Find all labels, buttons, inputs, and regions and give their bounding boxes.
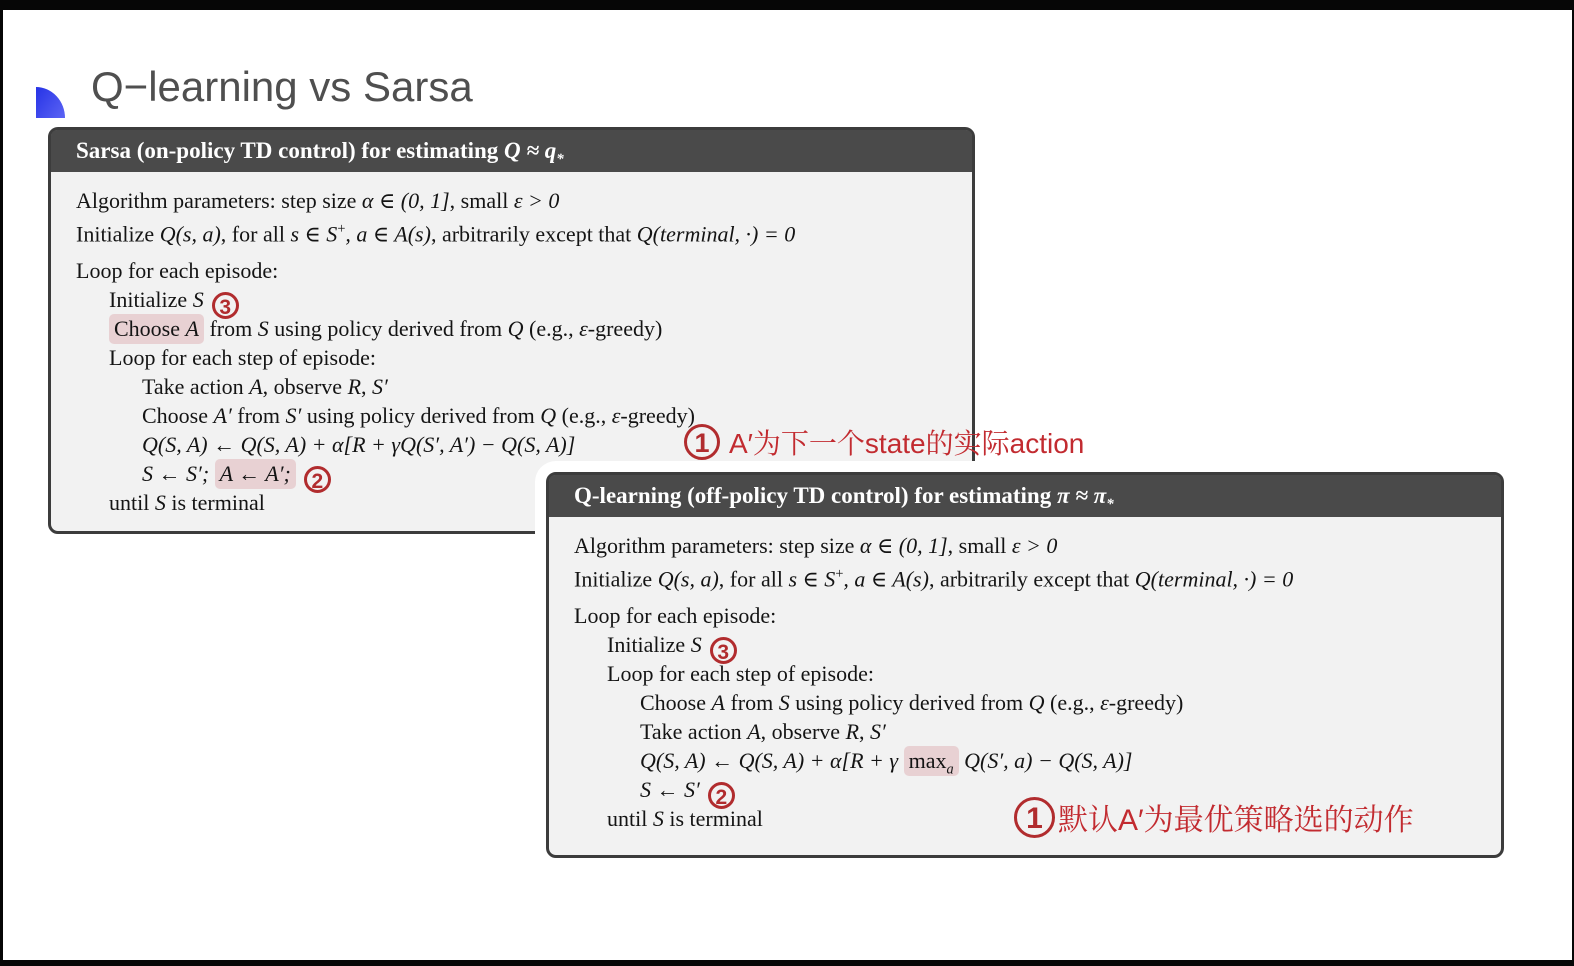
algo-line — [574, 630, 1493, 664]
text-segment: , — [859, 719, 871, 744]
algo-line — [76, 314, 964, 343]
text-segment: using policy derived from — [789, 690, 1029, 715]
text-segment: , arbitrarily except that — [928, 566, 1135, 592]
text-segment: is terminal — [165, 490, 265, 515]
text-segment: A — [711, 690, 725, 715]
text-segment: , a ∈ A(s) — [843, 566, 929, 592]
algo-line — [76, 215, 964, 247]
text-segment: , small — [947, 533, 1012, 558]
text-segment: A — [249, 374, 263, 399]
annotation-qlearning-greedy-action — [1014, 795, 1414, 839]
algo-line — [574, 531, 1493, 560]
text-segment: S — [192, 287, 204, 312]
text-segment: Choose — [142, 403, 214, 428]
text-segment: Q(s, a) — [657, 566, 719, 592]
text-segment: (e.g., — [556, 403, 612, 428]
text-segment: Q — [1028, 690, 1045, 715]
text-segment: + — [835, 566, 844, 582]
highlight-span — [109, 314, 204, 344]
circled-number: 3 — [710, 637, 737, 664]
algo-line — [76, 285, 964, 319]
text-segment: α ∈ (0, 1] — [859, 533, 948, 558]
text-segment: + — [337, 221, 346, 237]
algo-line — [76, 372, 964, 401]
highlight-span — [904, 746, 959, 776]
qlearning-box-header — [549, 475, 1501, 517]
qlearning-box-body — [549, 517, 1501, 833]
text-segment: -greedy) — [587, 316, 663, 341]
text-segment: Initialize — [76, 221, 160, 247]
algo-line — [76, 186, 964, 215]
text-segment: until — [109, 490, 155, 515]
circled-number: 1 — [684, 424, 720, 460]
text-segment: Q(S, A) ← Q(S, A) + α[R + γQ(S′, A′) − Q(S, A)] — [142, 432, 576, 457]
text-segment: S ← S′; — [142, 461, 215, 486]
text-segment: Loop for each episode: — [76, 258, 279, 283]
text-segment: s ∈ S — [290, 221, 338, 247]
annotation-sarsa-next-action — [684, 422, 1084, 462]
text-segment: Q(s, a) — [159, 221, 221, 247]
text-segment: π ≈ π — [1056, 483, 1107, 508]
slide-canvas — [3, 10, 1572, 960]
sarsa-box-body — [51, 172, 972, 517]
text-segment: S′ — [285, 403, 302, 428]
text-segment: A′ — [213, 403, 232, 428]
algo-line — [574, 659, 1493, 688]
text-segment: Q ≈ q — [504, 138, 557, 163]
text-segment: A — [185, 316, 199, 341]
text-segment: s ∈ S — [788, 566, 836, 592]
text-segment: R — [845, 719, 860, 744]
text-segment: a — [946, 761, 954, 778]
text-segment: ε > 0 — [513, 188, 560, 213]
text-segment: S — [257, 316, 269, 341]
text-segment: , arbitrarily except that — [430, 221, 637, 247]
text-segment: from — [203, 316, 258, 341]
text-segment: Algorithm parameters: step size — [574, 533, 860, 558]
text-segment: S — [154, 490, 166, 515]
text-segment: , a ∈ A(s) — [345, 221, 431, 247]
text-segment: S′ — [372, 374, 388, 399]
slide-accent-shape — [36, 87, 65, 118]
text-segment: using policy derived from — [268, 316, 508, 341]
text-segment: * — [1106, 496, 1114, 513]
text-segment: ε — [611, 403, 621, 428]
text-segment: Q(terminal, ·) = 0 — [1134, 566, 1294, 592]
text-segment: , — [361, 374, 373, 399]
text-segment: α ∈ (0, 1] — [361, 188, 450, 213]
text-segment: from — [724, 690, 779, 715]
text-segment: Q — [540, 403, 557, 428]
text-segment: ε — [579, 316, 588, 341]
circled-number: 2 — [304, 466, 331, 493]
text-segment: until — [607, 806, 653, 831]
text-segment: max — [908, 748, 947, 773]
text-segment: Choose — [640, 690, 712, 715]
text-segment: A — [747, 719, 761, 744]
text-segment: from — [231, 403, 286, 428]
text-segment: S ← S′ — [640, 777, 700, 802]
text-segment: Loop for each step of episode: — [109, 345, 376, 370]
algo-line — [574, 601, 1493, 630]
circled-number: 3 — [212, 292, 239, 319]
text-segment: (e.g., — [523, 316, 580, 341]
text-segment: Initialize — [574, 566, 658, 592]
text-segment: Take action — [640, 719, 748, 744]
text-segment: Algorithm parameters: step size — [76, 188, 362, 213]
text-segment: Q(S, A) ← Q(S, A) + α[R + γ — [640, 748, 904, 773]
text-segment: Choose — [114, 316, 186, 341]
text-segment: Q(S′, a) − Q(S, A)] — [958, 748, 1133, 773]
text-segment: Initialize — [607, 632, 691, 657]
algo-line — [574, 746, 1493, 778]
text-segment: , observe — [760, 719, 846, 744]
text-segment: using policy derived from — [301, 403, 541, 428]
text-segment: Initialize — [109, 287, 193, 312]
algo-line — [76, 256, 964, 285]
text-segment: Q — [507, 316, 524, 341]
text-segment: , observe — [262, 374, 348, 399]
text-segment: -greedy) — [620, 403, 695, 428]
text-segment: , for all — [718, 566, 789, 592]
text-segment: S — [690, 632, 702, 657]
text-segment: -greedy) — [1108, 690, 1184, 715]
circled-number: 1 — [1014, 797, 1055, 838]
text-segment: , small — [449, 188, 514, 213]
text-segment: Sarsa (on-policy TD control) for estimating — [76, 138, 505, 163]
text-segment: S — [778, 690, 790, 715]
text-segment: S — [652, 806, 664, 831]
text-segment: A ← A′; — [215, 459, 296, 489]
text-segment: ε > 0 — [1011, 533, 1058, 558]
text-segment: Q-learning (off-policy TD control) for estimating — [574, 483, 1057, 508]
text-segment: Loop for each step of episode: — [607, 661, 874, 686]
algo-line — [574, 560, 1493, 592]
annotation-text: A′为下一个state的实际action — [729, 428, 1085, 459]
text-segment: R — [347, 374, 362, 399]
algo-line — [76, 343, 964, 372]
text-segment: , for all — [220, 221, 291, 247]
text-segment: is terminal — [663, 806, 763, 831]
algo-line — [574, 688, 1493, 717]
page-title: Q−learning vs Sarsa — [91, 63, 473, 110]
text-segment: Take action — [142, 374, 250, 399]
sarsa-box-header — [51, 130, 972, 172]
text-segment: Q(terminal, ·) = 0 — [636, 221, 796, 247]
circled-number: 2 — [708, 782, 735, 809]
text-segment: Loop for each episode: — [574, 603, 777, 628]
algo-line — [574, 717, 1493, 746]
annotation-text: 默认A′为最优策略选的动作 — [1058, 804, 1414, 837]
text-segment: S′ — [870, 719, 886, 744]
text-segment: ε — [1100, 690, 1109, 715]
text-segment: (e.g., — [1044, 690, 1101, 715]
text-segment: * — [556, 151, 564, 168]
